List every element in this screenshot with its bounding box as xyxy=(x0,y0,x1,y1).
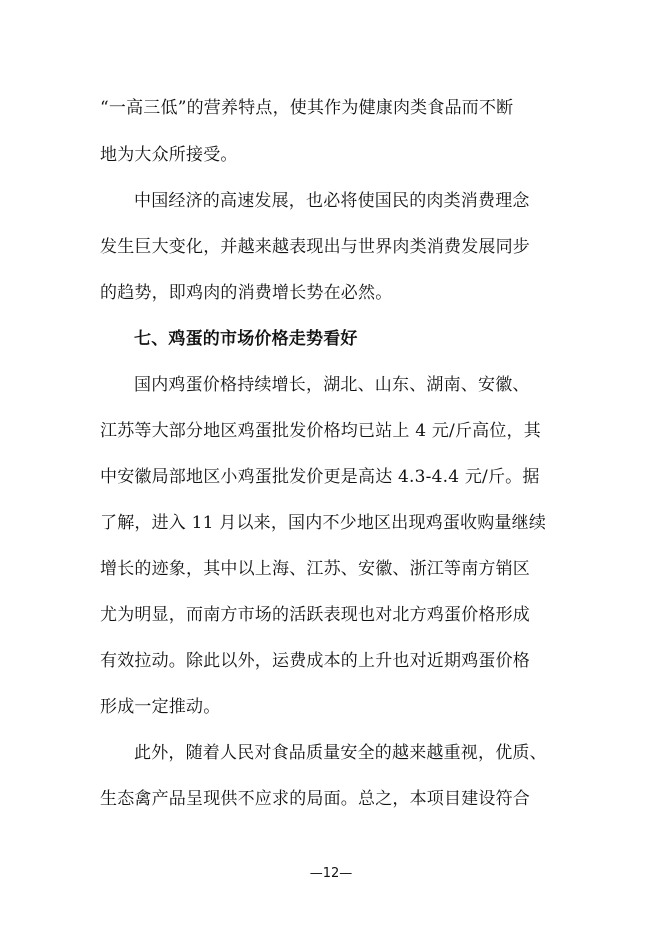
paragraph-2-line-3: 的趋势，即鸡肉的消费增长势在必然。 xyxy=(100,283,393,303)
paragraph-3-line-8: 形成一定推动。 xyxy=(100,697,221,717)
paragraph-1-line-2: 地为大众所接受。 xyxy=(100,145,238,165)
paragraph-4-line-1: 此外，随着人民对食品质量安全的越来越重视，优质、 xyxy=(134,743,547,763)
paragraph-2-line-1: 中国经济的高速发展，也必将使国民的肉类消费理念 xyxy=(134,191,530,211)
paragraph-2-line-2: 发生巨大变化，并越来越表现出与世界肉类消费发展同步 xyxy=(100,237,530,257)
paragraph-1-line-1: “一高三低”的营养特点，使其作为健康肉类食品而不断 xyxy=(100,98,514,118)
page-number: —12— xyxy=(309,866,353,881)
paragraph-3-line-7: 有效拉动。除此以外，运费成本的上升也对近期鸡蛋价格 xyxy=(100,651,530,671)
paragraph-3-line-1: 国内鸡蛋价格持续增长，湖北、山东、湖南、安徽、 xyxy=(134,375,530,395)
paragraph-3-line-5: 增长的迹象，其中以上海、江苏、安徽、浙江等南方销区 xyxy=(100,559,530,579)
paragraph-4-line-2: 生态禽产品呈现供不应求的局面。总之，本项目建设符合 xyxy=(100,789,530,809)
paragraph-3-line-2: 江苏等大部分地区鸡蛋批发价格均已站上 4 元/斤高位，其 xyxy=(100,421,541,441)
section-heading: 七、鸡蛋的市场价格走势看好 xyxy=(134,329,358,349)
paragraph-3-line-6: 尤为明显，而南方市场的活跃表现也对北方鸡蛋价格形成 xyxy=(100,605,530,625)
paragraph-3-line-3: 中安徽局部地区小鸡蛋批发价更是高达 4.3-4.4 元/斤。据 xyxy=(100,467,540,487)
paragraph-3-line-4: 了解，进入 11 月以来，国内不少地区出现鸡蛋收购量继续 xyxy=(100,513,547,533)
